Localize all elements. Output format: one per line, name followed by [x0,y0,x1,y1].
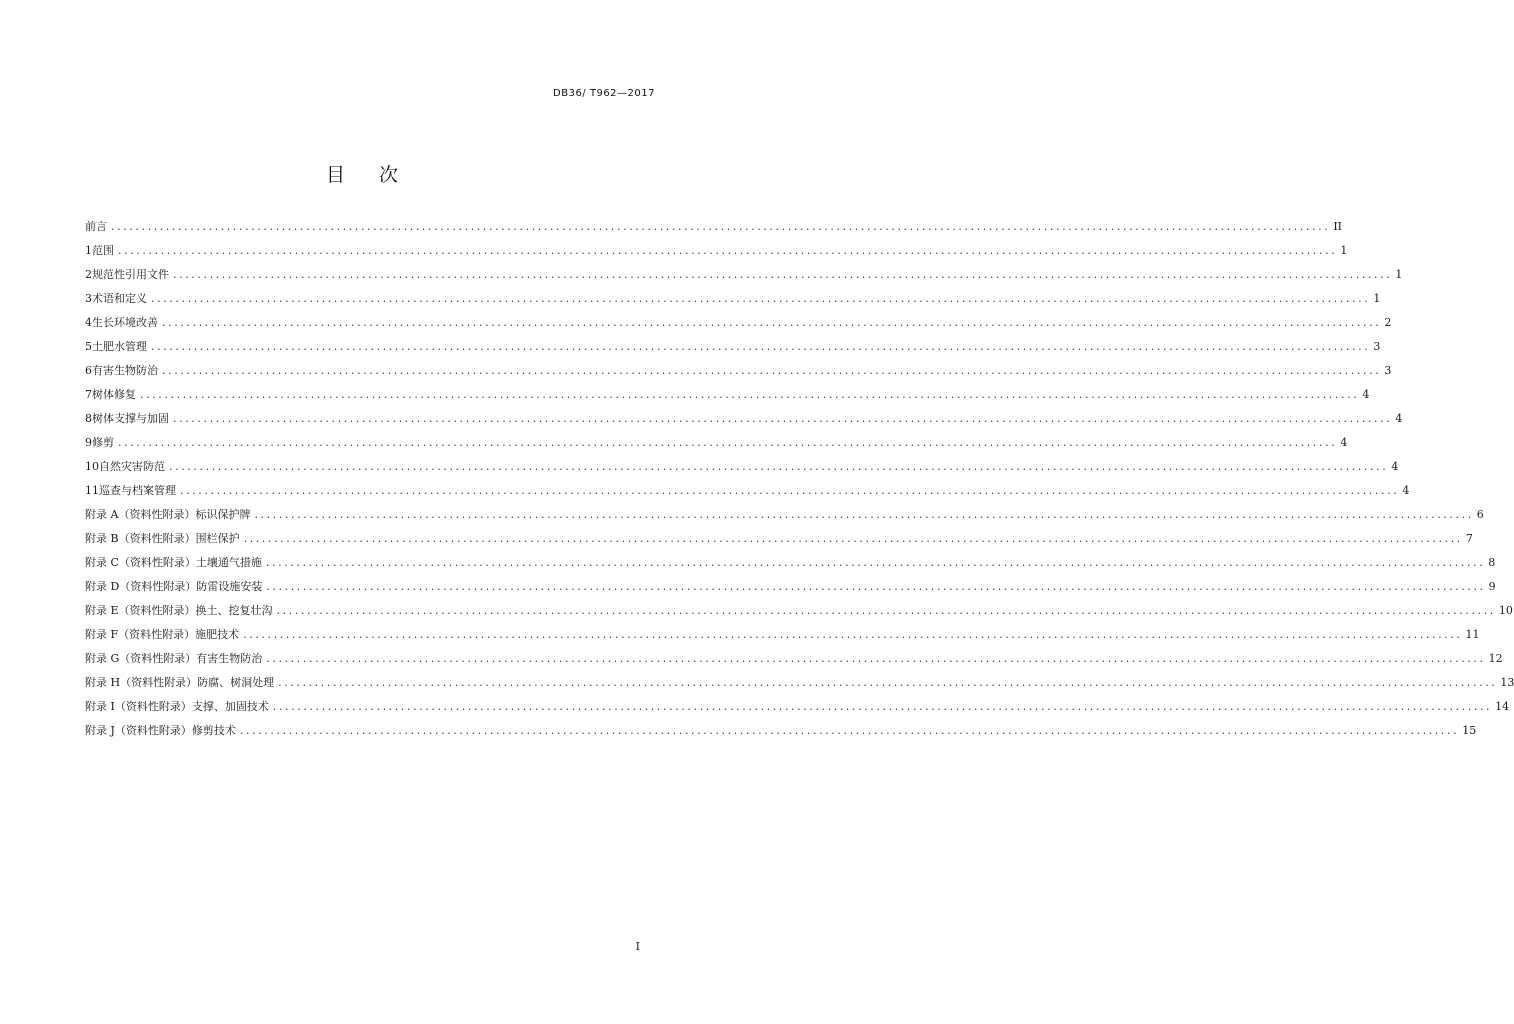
toc-entry-page: 15 [1462,724,1477,737]
toc-leader-dots: ........................................................................................................................................................................................................ [118,244,1338,257]
toc-entry-number: 7 [85,388,92,401]
toc-entry-page: 4 [1391,460,1399,473]
toc-leader-dots: ........................................................................................................................................................................................................ [169,460,1389,473]
toc-entry-page: 6 [1476,508,1484,521]
toc-leader-dots: ........................................................................................................................................................................................................ [173,268,1393,281]
toc-entry[interactable] [85,383,1370,407]
toc-entry-title: 施肥技术 [195,628,240,641]
toc-leader-dots: ........................................................................................................................................................................................................ [254,508,1474,521]
toc-entry-title: 前言 [85,220,107,233]
toc-leader-dots: ........................................................................................................................................................................................................ [266,652,1486,665]
toc-entry-title: 标识保护牌 [195,508,251,521]
toc-entry-title: 围栏保护 [195,532,240,545]
toc-entry-page: 1 [1373,292,1381,305]
toc-entry[interactable] [85,719,1477,743]
toc-entry-page: 4 [1340,436,1348,449]
toc-entry-title: 防雷设施安装 [196,580,263,593]
toc-entry-page: 13 [1500,676,1514,689]
toc-entry-appendix-label: 附录 G（资料性附录） [85,652,197,665]
toc-leader-dots: ........................................................................................................................................................................................................ [266,580,1486,593]
toc-entry-appendix-label: 附录 H（资料性附录） [85,676,198,689]
toc-leader-dots: ........................................................................................................................................................................................................ [243,628,1463,641]
toc-entry[interactable] [85,239,1348,263]
toc-entry-title: 范围 [92,244,114,257]
toc-leader-dots: ........................................................................................................................................................................................................ [180,484,1400,497]
toc-entry-title: 有害生物防治 [196,652,263,665]
toc-entry[interactable] [85,551,1496,575]
toc-entry-page: 1 [1395,268,1403,281]
toc-leader-dots: ........................................................................................................................................................................................................ [173,412,1393,425]
toc-entry[interactable] [85,599,1513,623]
toc-entry-appendix-label: 附录 C（资料性附录） [85,556,196,569]
toc-entry-page: 12 [1488,652,1503,665]
toc-entry-page: 10 [1498,604,1513,617]
toc-entry-title: 防腐、树洞处理 [197,676,275,689]
table-of-contents [85,215,1514,743]
toc-entry[interactable] [85,647,1503,671]
toc-entry-page: 3 [1373,340,1381,353]
toc-entry-number: 8 [85,412,92,425]
toc-entry-number: 9 [85,436,92,449]
toc-entry-number: 1 [85,244,92,257]
toc-entry-number: 5 [85,340,92,353]
toc-entry-title: 换土、挖复壮沟 [195,604,273,617]
toc-leader-dots: ........................................................................................................................................................................................................ [272,700,1493,713]
toc-entry[interactable] [85,575,1496,599]
toc-entry-page: 11 [1465,628,1480,641]
toc-entry-number: 10 [85,460,99,473]
page-title: 目次 [325,164,432,186]
toc-entry[interactable] [85,407,1403,431]
toc-leader-dots: ........................................................................................................................................................................................................ [278,676,1498,689]
toc-entry[interactable] [85,455,1399,479]
toc-entry-page: 3 [1384,364,1392,377]
toc-leader-dots: ........................................................................................................................................................................................................ [140,388,1360,401]
toc-entry[interactable] [85,359,1392,383]
toc-entry-appendix-label: 附录 I（资料性附录） [85,700,192,713]
toc-entry-title: 有害生物防治 [92,364,158,377]
toc-leader-dots: ........................................................................................................................................................................................................ [151,292,1371,305]
toc-entry-page: 9 [1488,580,1496,593]
toc-entry-number: 2 [85,268,92,281]
toc-entry-title: 树体修复 [92,388,136,401]
toc-entry-page: 4 [1402,484,1410,497]
toc-entry-number: 4 [85,316,92,329]
toc-entry-page: 1 [1340,244,1348,257]
toc-entry-title: 修剪 [92,436,114,449]
toc-entry[interactable] [85,215,1343,239]
toc-entry-number: 11 [85,484,99,497]
toc-entry-title: 巡查与档案管理 [99,484,176,497]
toc-entry[interactable] [85,479,1410,503]
toc-leader-dots: ........................................................................................................................................................................................................ [118,436,1338,449]
toc-entry-title: 树体支撑与加固 [92,412,169,425]
toc-entry-page: 4 [1395,412,1403,425]
toc-leader-dots: ........................................................................................................................................................................................................ [162,364,1382,377]
toc-entry-title: 修剪技术 [191,724,236,737]
toc-entry-appendix-label: 附录 D（资料性附录） [85,580,197,593]
toc-entry[interactable] [85,263,1403,287]
toc-entry[interactable] [85,431,1348,455]
toc-entry-appendix-label: 附录 B（资料性附录） [85,532,196,545]
toc-entry-appendix-label: 附录 J（资料性附录） [85,724,192,737]
toc-leader-dots: ........................................................................................................................................................................................................ [151,340,1371,353]
toc-leader-dots: ........................................................................................................................................................................................................ [239,724,1460,737]
toc-entry-page: 8 [1488,556,1496,569]
toc-leader-dots: ........................................................................................................................................................................................................ [162,316,1382,329]
toc-entry-title: 术语和定义 [92,292,147,305]
toc-entry-appendix-label: 附录 A（资料性附录） [85,508,196,521]
toc-leader-dots: ........................................................................................................................................................................................................ [243,532,1463,545]
toc-entry-page: 14 [1495,700,1510,713]
toc-entry[interactable] [85,503,1484,527]
toc-entry-page: 4 [1362,388,1370,401]
toc-entry[interactable] [85,311,1392,335]
toc-entry[interactable] [85,335,1381,359]
toc-entry-appendix-label: 附录 E（资料性附录） [85,604,196,617]
toc-entry-title: 土肥水管理 [92,340,147,353]
footer-page-number: I [635,940,640,953]
toc-entry-title: 支撑、加固技术 [191,700,269,713]
toc-entry[interactable] [85,623,1480,647]
toc-leader-dots: ........................................................................................................................................................................................................ [111,220,1331,233]
toc-leader-dots: ........................................................................................................................................................................................................ [265,556,1486,569]
toc-entry[interactable] [85,695,1510,719]
toc-entry-page: 2 [1384,316,1392,329]
toc-leader-dots: ........................................................................................................................................................................................................ [276,604,1496,617]
toc-entry-number: 3 [85,292,92,305]
document-code: DB36/ T962—2017 [553,88,655,99]
toc-entry[interactable] [85,671,1514,695]
toc-entry-title: 自然灾害防范 [99,460,165,473]
toc-entry[interactable] [85,287,1381,311]
toc-entry-page: 7 [1465,532,1473,545]
toc-entry[interactable] [85,527,1473,551]
toc-entry-page: II [1333,220,1343,233]
toc-entry-title: 规范性引用文件 [92,268,169,281]
toc-entry-number: 6 [85,364,92,377]
toc-entry-title: 生长环境改善 [92,316,158,329]
toc-entry-title: 土壤通气措施 [195,556,262,569]
toc-entry-appendix-label: 附录 F（资料性附录） [85,628,196,641]
